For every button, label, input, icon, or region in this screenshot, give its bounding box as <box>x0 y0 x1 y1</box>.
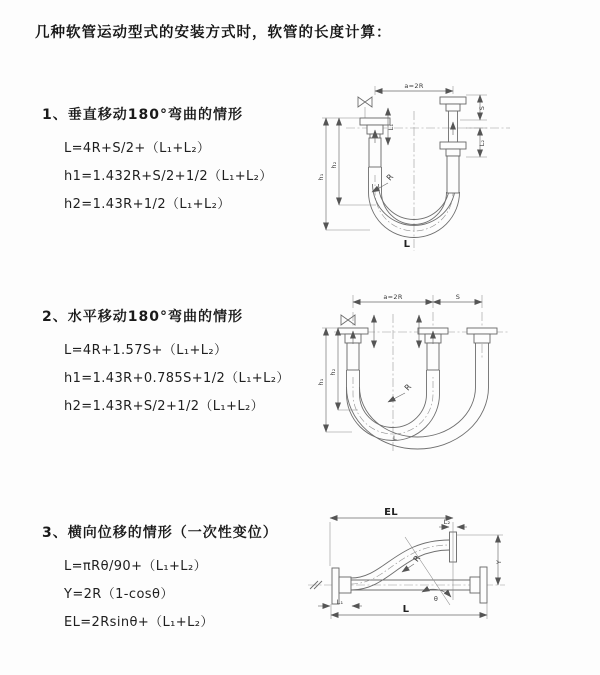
hose-u-bend <box>347 343 489 449</box>
dim-label-el: EL <box>384 507 398 518</box>
diagram-horizontal-180-bend <box>312 282 584 457</box>
formula-y: Y=2R（1-cosθ） <box>64 587 174 602</box>
page-title: 几种软管运动型式的安装方式时，软管的长度计算： <box>35 25 392 41</box>
pipes <box>332 532 487 605</box>
dim-label-h1: h₁ <box>317 378 325 386</box>
fittings <box>338 315 497 370</box>
dim-label-length: L <box>393 434 397 442</box>
dim-label-y: Y <box>495 559 503 565</box>
diagram-lateral-displacement <box>298 500 570 640</box>
dim-label-s: S <box>478 105 486 111</box>
dim-label-length: L <box>402 604 410 615</box>
dim-label-s: S <box>455 293 461 301</box>
section-horizontal-180 <box>42 306 332 421</box>
formula-length: L=4R+1.57S+（L₁+L₂） <box>64 343 228 358</box>
dim-label-h2: h₂ <box>329 368 337 376</box>
formula-h1: h1=1.43R+0.785S+1/2（L₁+L₂） <box>64 371 290 386</box>
formula-h2: h2=1.43R+1/2（L₁+L₂） <box>64 197 231 212</box>
dim-label-l2: L₂ <box>443 518 451 526</box>
formula-h1: h1=1.432R+S/2+1/2（L₁+L₂） <box>64 169 273 184</box>
section-vertical-180 <box>42 104 332 219</box>
dim-label-length: L <box>403 239 411 250</box>
braided-hose-hatch <box>427 343 439 370</box>
section-2-heading: 2、水平移动180°弯曲的情形 <box>42 309 243 325</box>
dim-label-h1: h₁ <box>317 173 325 181</box>
dim-label-radius: R <box>384 172 396 183</box>
diagram-vertical-180-bend <box>312 75 582 255</box>
dim-label-l1: L₁ <box>336 598 344 606</box>
formula-h2: h2=1.43R+S/2+1/2（L₁+L₂） <box>64 399 264 414</box>
dim-label-radius: R <box>402 382 414 393</box>
section-lateral-displacement <box>42 522 332 637</box>
right-fitting <box>440 97 466 193</box>
formula-length: L=4R+S/2+（L₁+L₂） <box>64 141 211 156</box>
braided-hose-hatch <box>447 156 459 193</box>
dim-label-l2: L₂ <box>478 139 486 147</box>
dimensions <box>318 507 503 619</box>
dim-label-h2: h₂ <box>330 161 338 169</box>
dim-label-span: a=2R <box>404 82 424 90</box>
formula-length: L=πRθ/90+（L₁+L₂） <box>64 559 207 574</box>
braided-hose-hatch <box>347 343 359 370</box>
valve-icon <box>358 97 372 107</box>
left-fitting <box>358 97 390 167</box>
formula-el: EL=2Rsinθ+（L₁+L₂） <box>64 615 214 630</box>
section-1-heading: 1、垂直移动180°弯曲的情形 <box>42 107 243 123</box>
dim-label-radius: R <box>411 553 423 564</box>
dimensions <box>317 82 487 250</box>
dim-label-span: a=2R <box>383 293 403 301</box>
section-3-heading: 3、横向位移的情形（一次性变位） <box>42 525 278 541</box>
dim-label-theta: θ <box>433 595 439 603</box>
dim-label-l1: L₁ <box>387 123 395 131</box>
